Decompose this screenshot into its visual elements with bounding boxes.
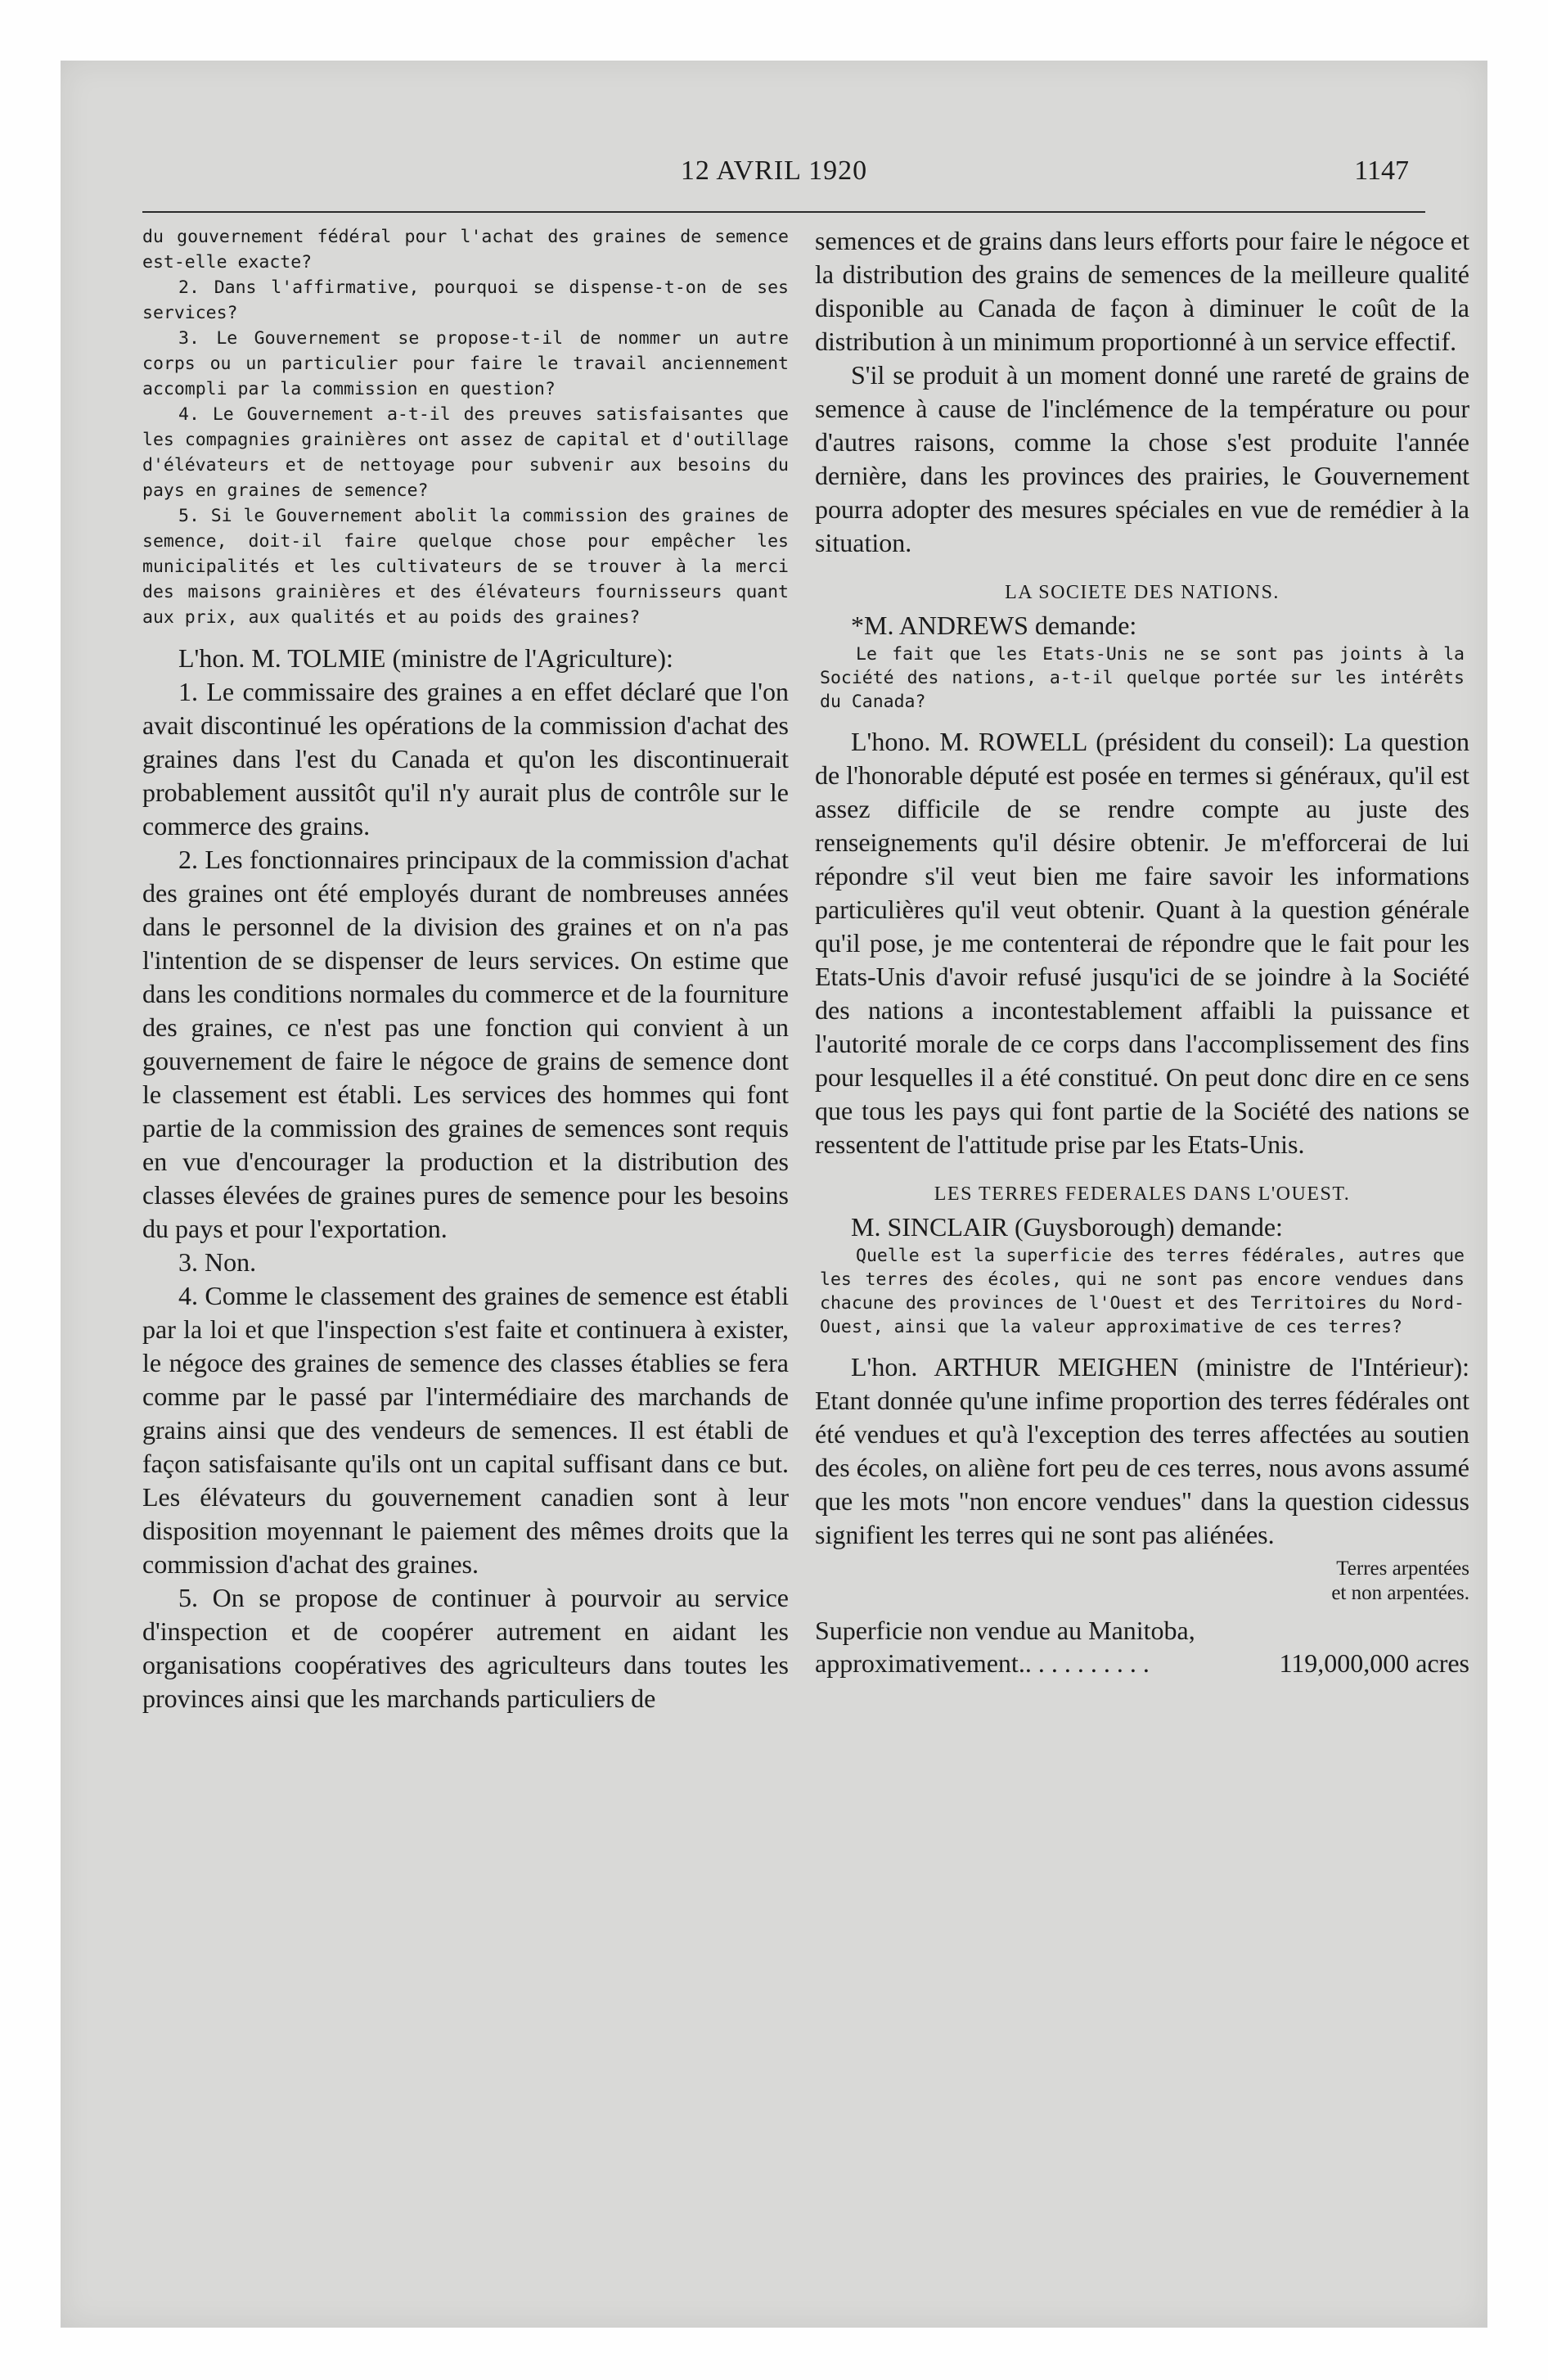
paragraph-rarete: S'il se produit à un moment donné une rareté de grains de semence à cause de l'inclémence de la température ou pour d'autres raisons, comme la chose s'est produite l'année dernière, dans les provinces des prairies, le Gouvernement pourra adopter des mesures spéciales en vue de remédier à la situation. (815, 360, 1469, 557)
answer-2: 2. Les fonctionnaires principaux de la commission d'achat des graines ont été employés durant de nombreuses années dans le personnel de la division des graines et on n'a pas l'intention de se dispenser de leurs services. On estime que dans les conditions normales du commerce et de la fourniture des graines, ce n'est pas une fonction qui convient à un gouvernement de faire le négoce de grains de semence dont le classement est établi. Les services des hommes qui font partie de la commission des graines de semences sont requis en vue d'encourager la production et la distribution des classes élevées de graines pures de semence pour les besoins du pays et pour l'exportation. (142, 845, 789, 1243)
answer-3: 3. Non. (178, 1247, 257, 1277)
right-column (815, 224, 1469, 1679)
paragraph-continued: semences et de grains dans leurs efforts pour faire le négoce et la distribution des grains de semences de la meilleure qualité disponible au Canada de façon à diminuer le coût de la distribution à un minimum proportionné à un service effectif. (815, 226, 1469, 356)
table-header-line-1: Terres arpentées (1336, 1557, 1469, 1580)
question-4: 4. Le Gouvernement a-t-il des preuves satisfaisantes que les compagnies grainières ont assez de capital et d'outillage d'élévateurs et de nettoyage pour subvenir aux besoins du pays en graines de semence? (142, 404, 789, 501)
question-sinclair: Quelle est la superficie des terres fédérales, autres que les terres des écoles, qui ne sont pas encore vendues dans chacune des provinces de l'Ouest et des Territoires du Nord-Ouest, ainsi que la valeur approximative de ces terres? (820, 1246, 1465, 1337)
asker-sinclair: M. SINCLAIR (Guysborough) demande: (851, 1212, 1283, 1242)
answer-4: 4. Comme le classement des graines de semence est établi par la loi et que l'inspection s'est faite et continuera à exister, le négoce des graines de semence des classes établies se fera comme par le passé par l'intermédiaire des marchands de grains ainsi que des vendeurs de semences. Il est établi de façon satisfaisante qu'ils ont un capital suffisant dans ce but. Les élévateurs du gouvernement canadien sont à leur disposition moyennant le paiement des mêmes droits que la commission d'achat des graines. (142, 1281, 789, 1579)
table-row (815, 1614, 1469, 1679)
answer-1: 1. Le commissaire des graines a en effet déclaré que l'on avait discontinué les opérations de la commission d'achat des graines dans l'est du Canada et qu'on les discontinuerait probablement aussitôt qu'il n'y aurait plus de contrôle sur le commerce des grains. (142, 677, 789, 841)
page-date: 12 AVRIL 1920 (680, 156, 868, 186)
asker-andrews: *M. ANDREWS demande: (851, 611, 1137, 640)
question-andrews: Le fait que les Etats-Unis ne se sont pas joints à la Société des nations, a-t-il quelque portée sur les intérêts du Canada? (820, 644, 1465, 712)
question-2: 2. Dans l'affirmative, pourquoi se dispense-t-on de ses services? (142, 277, 789, 323)
table-header-line-2: et non arpentées. (1331, 1582, 1469, 1604)
answer-meighen: L'hon. ARTHUR MEIGHEN (ministre de l'Intérieur): Etant donnée qu'une infime proportion des terres fédérales ont été vendues et qu'à l'exception des terres affectées au soutien des écoles, on aliène fort peu de ces terres, nous avons assumé que les mots "non encore vendues" dans la question cidessus signifient les terres qui ne sont pas aliénées. (815, 1352, 1469, 1549)
section-heading-terres: LES TERRES FEDERALES DANS L'OUEST. (934, 1183, 1351, 1205)
question-3: 3. Le Gouvernement se propose-t-il de nommer un autre corps ou un particulier pour faire le travail anciennement accompli par la commission en question? (142, 328, 789, 399)
newspaper-page (61, 61, 1487, 2328)
page-number: 1147 (1354, 156, 1409, 186)
page-header (61, 156, 1487, 196)
table-row-label: Superficie non vendue au Manitoba, approximativement.. . . . . . . . . . (815, 1616, 1195, 1678)
answer-rowell: L'hono. M. ROWELL (président du conseil): La question de l'honorable député est posée en termes si généraux, qu'il est assez difficile de se rendre compte au juste des renseignements qu'il désire obtenir. Je m'efforcerai de lui répondre s'il veut bien me faire savoir les informations particulières qu'il veut obtenir. Quant à la question générale qu'il pose, je me contenterai de répondre que le fait pour les Etats-Unis d'avoir refusé jusqu'ici de se joindre à la Société des nations a incontestablement affaibli la puissance et l'autorité morale de ce corps dans l'accomplissement des fins pour lesquelles il a été constitué. On peut donc dire en ce sens que tous les pays qui font partie de la Société des nations se ressentent de l'attitude prise par les Etats-Unis. (815, 727, 1469, 1159)
speaker-tolmie: L'hon. M. TOLMIE (ministre de l'Agriculture): (178, 643, 673, 673)
land-table (815, 1557, 1469, 1679)
question-intro: du gouvernement fédéral pour l'achat des graines de semence est-elle exacte? (142, 227, 789, 273)
answer-5: 5. On se propose de continuer à pourvoir au service d'inspection et de coopérer autrement en aidant les organisations coopératives des agriculteurs dans toutes les provinces ainsi que les marchands particuliers de (142, 1583, 789, 1713)
section-heading-societe: LA SOCIETE DES NATIONS. (1005, 582, 1280, 603)
header-rule (142, 211, 1425, 213)
question-5: 5. Si le Gouvernement abolit la commission des graines de semence, doit-il faire quelque chose pour empêcher les municipalités et les cultivateurs de se trouver à la merci des maisons grainières et des élévateurs fournisseurs quant aux prix, aux qualités et au poids des graines? (142, 506, 789, 628)
left-column (142, 224, 789, 1715)
table-row-value: 119,000,000 acres (1279, 1648, 1469, 1678)
table-column-header (815, 1557, 1469, 1606)
